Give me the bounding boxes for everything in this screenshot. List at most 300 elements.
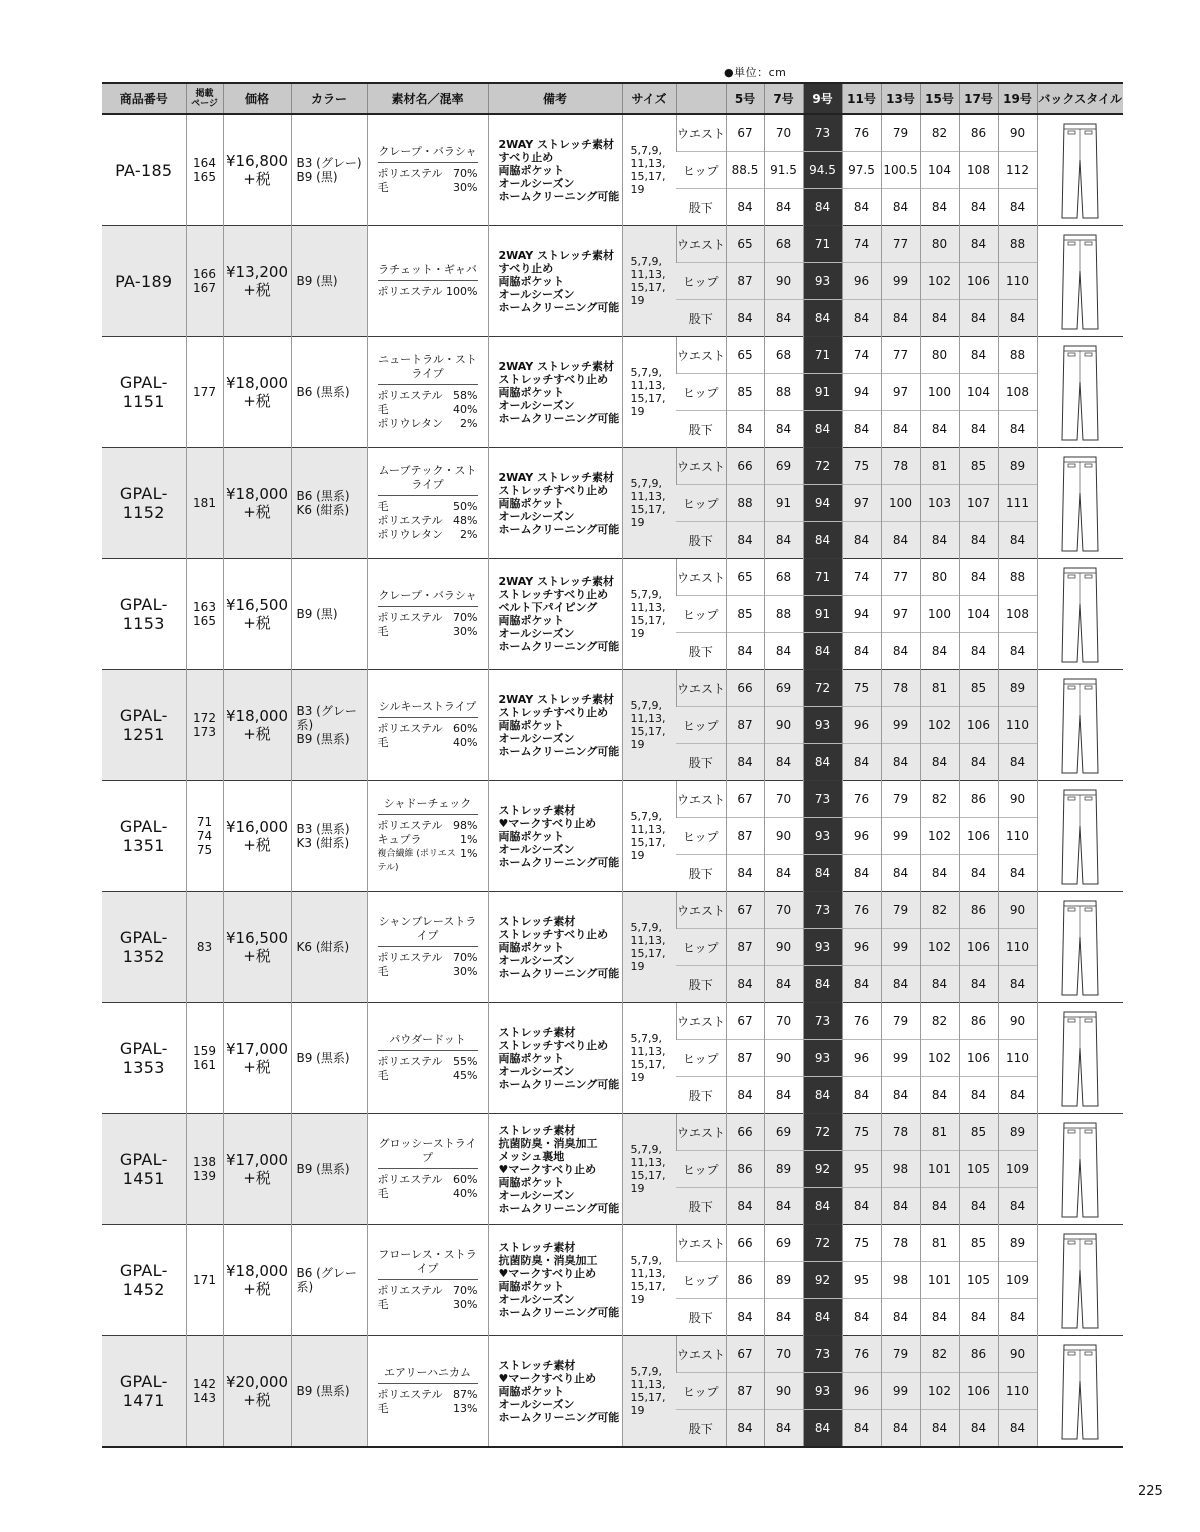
measure-value: 84 [803, 411, 842, 448]
measure-value: 84 [842, 411, 881, 448]
size-list-line: 15,17, [630, 725, 666, 738]
measure-value: 75 [842, 1225, 881, 1262]
measure-value: 84 [726, 855, 764, 892]
fiber-percent: 60% [453, 722, 478, 735]
measure-value: 75 [842, 670, 881, 707]
measure-value: 106 [959, 707, 998, 744]
size-list-line: 11,13, [630, 1156, 666, 1169]
color-codes [291, 1225, 367, 1336]
fiber-name: ポリウレタン [377, 528, 444, 541]
product-row-waist [102, 448, 1123, 485]
measure-value: 84 [726, 1299, 764, 1336]
measure-label-waist: ウエスト [676, 1336, 726, 1373]
fiber-name: ポリエステル [377, 951, 443, 964]
measure-value: 84 [764, 633, 803, 670]
measure-value: 97 [881, 374, 920, 411]
material-composition [367, 559, 488, 670]
measure-value: 84 [726, 966, 764, 1003]
material-composition [367, 670, 488, 781]
available-sizes [622, 1225, 676, 1336]
measure-label-waist: ウエスト [676, 337, 726, 374]
size-list-line: 15,17, [630, 1058, 666, 1071]
measure-value: 84 [726, 1188, 764, 1225]
available-sizes [622, 892, 676, 1003]
measure-value: 103 [920, 485, 959, 522]
measure-value: 76 [842, 892, 881, 929]
remark-line: オールシーズン [498, 1188, 575, 1202]
pants-back-icon [1038, 564, 1124, 664]
measure-value: 84 [998, 1188, 1037, 1225]
color-entry: B9 (黒系) [296, 1051, 350, 1065]
measure-value: 106 [959, 1373, 998, 1410]
measure-value: 93 [803, 263, 842, 300]
remark-line: 両脇ポケット [498, 718, 564, 732]
measure-value: 102 [920, 929, 959, 966]
price-value: ¥16,500 [225, 929, 289, 947]
measure-value: 85 [959, 1225, 998, 1262]
measure-value: 84 [842, 1299, 881, 1336]
measure-value: 84 [803, 633, 842, 670]
size-list-line: 5,7,9, [630, 588, 662, 601]
remarks [488, 670, 622, 781]
measure-label-inseam: 股下 [676, 1077, 726, 1114]
remarks [488, 337, 622, 448]
remark-line: 両脇ポケット [498, 274, 564, 288]
fiber-percent: 40% [453, 736, 478, 749]
measure-label-waist: ウエスト [676, 448, 726, 485]
measure-value: 84 [881, 1077, 920, 1114]
color-entry: B9 (黒) [296, 170, 338, 184]
measure-value: 77 [881, 226, 920, 263]
back-style-image [1037, 559, 1123, 670]
measure-value: 84 [764, 1077, 803, 1114]
measure-value: 87 [726, 929, 764, 966]
measure-value: 112 [998, 152, 1037, 189]
page-number-entry: 166 [193, 267, 216, 281]
remark-line: ホームクリーニング可能 [498, 411, 620, 425]
remarks [488, 114, 622, 226]
price-value: ¥17,000 [225, 1040, 289, 1058]
measure-label-inseam: 股下 [676, 744, 726, 781]
size-list-line: 19 [630, 849, 645, 862]
measure-value: 84 [764, 1188, 803, 1225]
remark-line: オールシーズン [498, 176, 575, 190]
price-value: ¥16,000 [225, 818, 289, 836]
measure-label-hip: ヒップ [676, 596, 726, 633]
measure-value: 66 [726, 448, 764, 485]
measure-value: 97 [881, 596, 920, 633]
measure-value: 73 [803, 781, 842, 818]
measure-value: 81 [920, 448, 959, 485]
measure-value: 84 [803, 300, 842, 337]
available-sizes [622, 670, 676, 781]
measure-value: 110 [998, 1373, 1037, 1410]
measure-value: 89 [998, 448, 1037, 485]
measure-value: 92 [803, 1151, 842, 1188]
remark-line: ホームクリーニング可能 [498, 744, 620, 758]
table-bottom-rule [102, 1447, 1123, 1448]
measure-value: 71 [803, 226, 842, 263]
measure-value: 90 [764, 929, 803, 966]
header-price: 価格 [223, 83, 291, 114]
measure-value: 98 [881, 1262, 920, 1299]
remarks [488, 226, 622, 337]
fiber-percent: 98% [453, 819, 478, 832]
measure-value: 84 [881, 855, 920, 892]
measure-value: 74 [842, 226, 881, 263]
fiber-name: 毛 [377, 181, 389, 194]
material-line [378, 625, 478, 639]
color-entry: B9 (黒系) [296, 732, 350, 746]
fiber-name: 毛 [377, 403, 389, 416]
measure-value: 84 [803, 855, 842, 892]
color-entry: B3 (グレー) [296, 156, 362, 170]
color-codes [291, 559, 367, 670]
remark-line: ♥マークすべり止め [498, 1371, 597, 1385]
measure-value: 84 [803, 1188, 842, 1225]
measure-value: 90 [998, 781, 1037, 818]
measure-label-hip: ヒップ [676, 929, 726, 966]
pants-back-icon [1038, 1230, 1124, 1330]
size-list-line: 19 [630, 516, 645, 529]
page-number-entry: 164 [193, 156, 216, 170]
fiber-name: 毛 [377, 625, 389, 638]
size-list-line: 11,13, [630, 712, 666, 725]
measure-label-inseam: 股下 [676, 855, 726, 892]
measure-value: 90 [998, 1336, 1037, 1373]
price-value: ¥16,500 [225, 596, 289, 614]
material-line [378, 722, 478, 736]
measure-value: 86 [959, 892, 998, 929]
measure-value: 99 [881, 818, 920, 855]
available-sizes [622, 1336, 676, 1448]
measure-value: 84 [959, 559, 998, 596]
size-list-line: 19 [630, 1404, 645, 1417]
remark-line: 両脇ポケット [498, 829, 564, 843]
size-list-line: 15,17, [630, 614, 666, 627]
remark-line: ストレッチすべり止め [498, 927, 609, 941]
measure-value: 94 [803, 485, 842, 522]
price-value: ¥18,000 [225, 374, 289, 392]
measure-value: 106 [959, 818, 998, 855]
measure-label-hip: ヒップ [676, 485, 726, 522]
measure-value: 84 [998, 522, 1037, 559]
measure-value: 106 [959, 929, 998, 966]
remark-line: オールシーズン [498, 287, 575, 301]
catalog-pages [186, 1336, 223, 1448]
remark-line: 2WAY ストレッチ素材 [498, 692, 614, 706]
measure-value: 84 [764, 1299, 803, 1336]
header-remarks: 備考 [488, 83, 622, 114]
header-measure-label [676, 83, 726, 114]
measure-value: 101 [920, 1262, 959, 1299]
measure-value: 84 [881, 1299, 920, 1336]
measure-value: 84 [881, 411, 920, 448]
measure-value: 94.5 [803, 152, 842, 189]
material-name: エアリーハニカム [378, 1366, 478, 1384]
color-codes [291, 670, 367, 781]
remark-line: ホームクリーニング可能 [498, 855, 620, 869]
size-spec-table [102, 82, 1123, 1448]
measure-value: 105 [959, 1151, 998, 1188]
color-entry: B6 (黒系) [296, 489, 350, 503]
remark-line: オールシーズン [498, 953, 575, 967]
material-name: クレープ・バラシャ [378, 589, 478, 607]
remark-line: ホームクリーニング可能 [498, 1306, 620, 1319]
measure-value: 84 [920, 966, 959, 1003]
measure-value: 90 [764, 707, 803, 744]
price-tax: +税 [243, 725, 271, 743]
size-list-line: 15,17, [630, 947, 666, 960]
remark-line: ♥マークすべり止め [498, 1162, 597, 1176]
fiber-name: ポリエステル [377, 1173, 443, 1186]
header-material: 素材名／混率 [367, 83, 488, 114]
fiber-name: ポリウレタン [377, 417, 444, 430]
material-line [378, 951, 478, 965]
size-list-line: 15,17, [630, 503, 666, 516]
measure-value: 99 [881, 707, 920, 744]
measure-value: 82 [920, 114, 959, 152]
measure-value: 75 [842, 1114, 881, 1151]
remark-line: 2WAY ストレッチ素材 [498, 248, 614, 262]
header-size-13: 13号 [881, 83, 920, 114]
measure-label-waist: ウエスト [676, 559, 726, 596]
measure-value: 84 [726, 744, 764, 781]
measure-value: 110 [998, 707, 1037, 744]
material-name: フローレス・ストライプ [378, 1248, 478, 1280]
available-sizes [622, 559, 676, 670]
price-value: ¥18,000 [225, 1262, 289, 1280]
material-line [378, 389, 478, 403]
measure-value: 93 [803, 1373, 842, 1410]
measure-value: 80 [920, 226, 959, 263]
measure-value: 85 [959, 670, 998, 707]
fiber-percent: 2% [460, 417, 478, 430]
measure-value: 82 [920, 1336, 959, 1373]
measure-value: 84 [998, 966, 1037, 1003]
remark-line: オールシーズン [498, 1293, 575, 1306]
measure-value: 84 [842, 1077, 881, 1114]
measure-value: 84 [881, 300, 920, 337]
page-number-entry: 167 [193, 281, 216, 295]
catalog-pages [186, 781, 223, 892]
remarks [488, 1336, 622, 1448]
measure-value: 76 [842, 1003, 881, 1040]
header-back-style: バックスタイル [1037, 83, 1123, 114]
pants-back-icon [1038, 897, 1124, 997]
pants-back-icon [1038, 120, 1124, 220]
measure-value: 90 [764, 1040, 803, 1077]
remark-line: 2WAY ストレッチ素材 [498, 470, 614, 484]
fiber-percent: 70% [453, 951, 478, 964]
measure-value: 84 [959, 1077, 998, 1114]
measure-value: 84 [842, 1188, 881, 1225]
pants-back-icon [1038, 231, 1124, 331]
remark-line: ストレッチ素材 [498, 803, 576, 817]
measure-value: 65 [726, 226, 764, 263]
measure-label-inseam: 股下 [676, 966, 726, 1003]
measure-label-hip: ヒップ [676, 1373, 726, 1410]
remark-line: ストレッチすべり止め [498, 588, 609, 601]
fiber-percent: 1% [460, 833, 478, 846]
page-number-entry: 143 [193, 1391, 216, 1405]
measure-value: 84 [959, 633, 998, 670]
page-number-entry: 71 [196, 815, 213, 829]
measure-value: 72 [803, 1225, 842, 1262]
measure-value: 84 [920, 411, 959, 448]
measure-value: 67 [726, 892, 764, 929]
color-entry: B9 (黒系) [296, 1162, 350, 1176]
page-number-entry: 142 [193, 1377, 216, 1391]
measure-value: 69 [764, 1114, 803, 1151]
remark-line: 両脇ポケット [498, 163, 564, 177]
back-style-image [1037, 226, 1123, 337]
measure-value: 111 [998, 485, 1037, 522]
measure-value: 84 [842, 522, 881, 559]
fiber-name: ポリエステル [377, 514, 443, 527]
measure-label-waist: ウエスト [676, 781, 726, 818]
size-list-line: 11,13, [630, 268, 666, 281]
material-composition [367, 114, 488, 226]
material-line [378, 1388, 478, 1402]
remark-line: 両脇ポケット [498, 385, 564, 399]
remark-line: ♥マークすべり止め [498, 816, 597, 830]
catalog-pages [186, 559, 223, 670]
available-sizes [622, 226, 676, 337]
measure-value: 104 [959, 596, 998, 633]
product-row-waist [102, 114, 1123, 152]
material-line [378, 847, 478, 875]
measure-value: 81 [920, 1225, 959, 1262]
measure-value: 82 [920, 892, 959, 929]
material-line [378, 1284, 478, 1298]
measure-value: 84 [959, 300, 998, 337]
measure-value: 88 [998, 226, 1037, 263]
available-sizes [622, 1003, 676, 1114]
remark-line: ホームクリーニング可能 [498, 966, 620, 980]
back-style-image [1037, 114, 1123, 226]
measure-value: 87 [726, 263, 764, 300]
table-body [102, 114, 1123, 1447]
price-tax: +税 [243, 170, 271, 188]
measure-value: 84 [842, 300, 881, 337]
size-list-line: 5,7,9, [630, 1254, 662, 1267]
product-code: GPAL-1151 [102, 337, 186, 448]
color-entry: B6 (黒系) [296, 385, 350, 399]
fiber-name: 毛 [377, 1402, 389, 1415]
measure-value: 90 [998, 1003, 1037, 1040]
measure-value: 73 [803, 1003, 842, 1040]
product-row-waist [102, 781, 1123, 818]
color-codes [291, 1336, 367, 1448]
product-code: GPAL-1153 [102, 559, 186, 670]
measure-value: 87 [726, 1040, 764, 1077]
measure-value: 84 [803, 522, 842, 559]
back-style-image [1037, 1225, 1123, 1336]
measure-label-hip: ヒップ [676, 374, 726, 411]
page-number-entry: 139 [193, 1169, 216, 1183]
fiber-name: 毛 [377, 736, 389, 749]
material-line [378, 1402, 478, 1416]
page-number-entry: 161 [193, 1058, 216, 1072]
page-number-entry: 173 [193, 725, 216, 739]
fiber-percent: 58% [453, 389, 478, 402]
remark-line: 両脇ポケット [498, 1280, 564, 1293]
price-tax: +税 [243, 1058, 271, 1076]
measure-value: 99 [881, 1373, 920, 1410]
measure-value: 84 [920, 1188, 959, 1225]
remarks [488, 781, 622, 892]
measure-value: 110 [998, 1040, 1037, 1077]
available-sizes [622, 781, 676, 892]
measure-value: 84 [998, 633, 1037, 670]
measure-value: 84 [764, 189, 803, 226]
remark-line: 2WAY ストレッチ素材 [498, 359, 614, 373]
measure-value: 84 [881, 1188, 920, 1225]
measure-value: 74 [842, 559, 881, 596]
remark-line: ストレッチすべり止め [498, 483, 609, 497]
measure-value: 84 [959, 522, 998, 559]
header-page: 掲載 ページ [186, 83, 223, 114]
product-code: GPAL-1353 [102, 1003, 186, 1114]
material-line [378, 1069, 478, 1083]
fiber-percent: 50% [453, 500, 478, 513]
back-style-image [1037, 1003, 1123, 1114]
measure-value: 86 [726, 1262, 764, 1299]
measure-value: 67 [726, 114, 764, 152]
remark-line: ホームクリーニング可能 [498, 1077, 620, 1091]
measure-value: 73 [803, 892, 842, 929]
measure-value: 86 [959, 1003, 998, 1040]
measure-value: 70 [764, 114, 803, 152]
fiber-percent: 40% [453, 403, 478, 416]
measure-value: 84 [998, 855, 1037, 892]
measure-value: 87 [726, 818, 764, 855]
color-codes [291, 1114, 367, 1225]
fiber-percent: 30% [453, 625, 478, 638]
measure-value: 89 [998, 1225, 1037, 1262]
measure-value: 91 [803, 374, 842, 411]
measure-value: 84 [803, 966, 842, 1003]
measure-label-inseam: 股下 [676, 1299, 726, 1336]
measure-value: 84 [803, 1077, 842, 1114]
material-line [378, 181, 478, 195]
product-row-waist [102, 1225, 1123, 1262]
measure-value: 99 [881, 1040, 920, 1077]
measure-value: 87 [726, 1373, 764, 1410]
measure-value: 102 [920, 1373, 959, 1410]
measure-value: 84 [920, 522, 959, 559]
measure-value: 84 [842, 189, 881, 226]
pants-back-icon [1038, 1008, 1124, 1108]
remark-line: オールシーズン [498, 731, 575, 745]
price-tax: +税 [243, 1391, 271, 1409]
measure-value: 88 [764, 596, 803, 633]
measure-value: 84 [764, 966, 803, 1003]
back-style-image [1037, 1114, 1123, 1225]
measure-value: 65 [726, 559, 764, 596]
measure-value: 76 [842, 1336, 881, 1373]
material-line [378, 819, 478, 833]
measure-value: 80 [920, 559, 959, 596]
size-list-line: 19 [630, 738, 645, 751]
remark-line: ストレッチ素材 [498, 914, 576, 928]
size-list-line: 11,13, [630, 1045, 666, 1058]
page-number-entry: 159 [193, 1044, 216, 1058]
material-line [378, 528, 478, 542]
remark-line: 両脇ポケット [498, 496, 564, 510]
measure-value: 90 [998, 892, 1037, 929]
